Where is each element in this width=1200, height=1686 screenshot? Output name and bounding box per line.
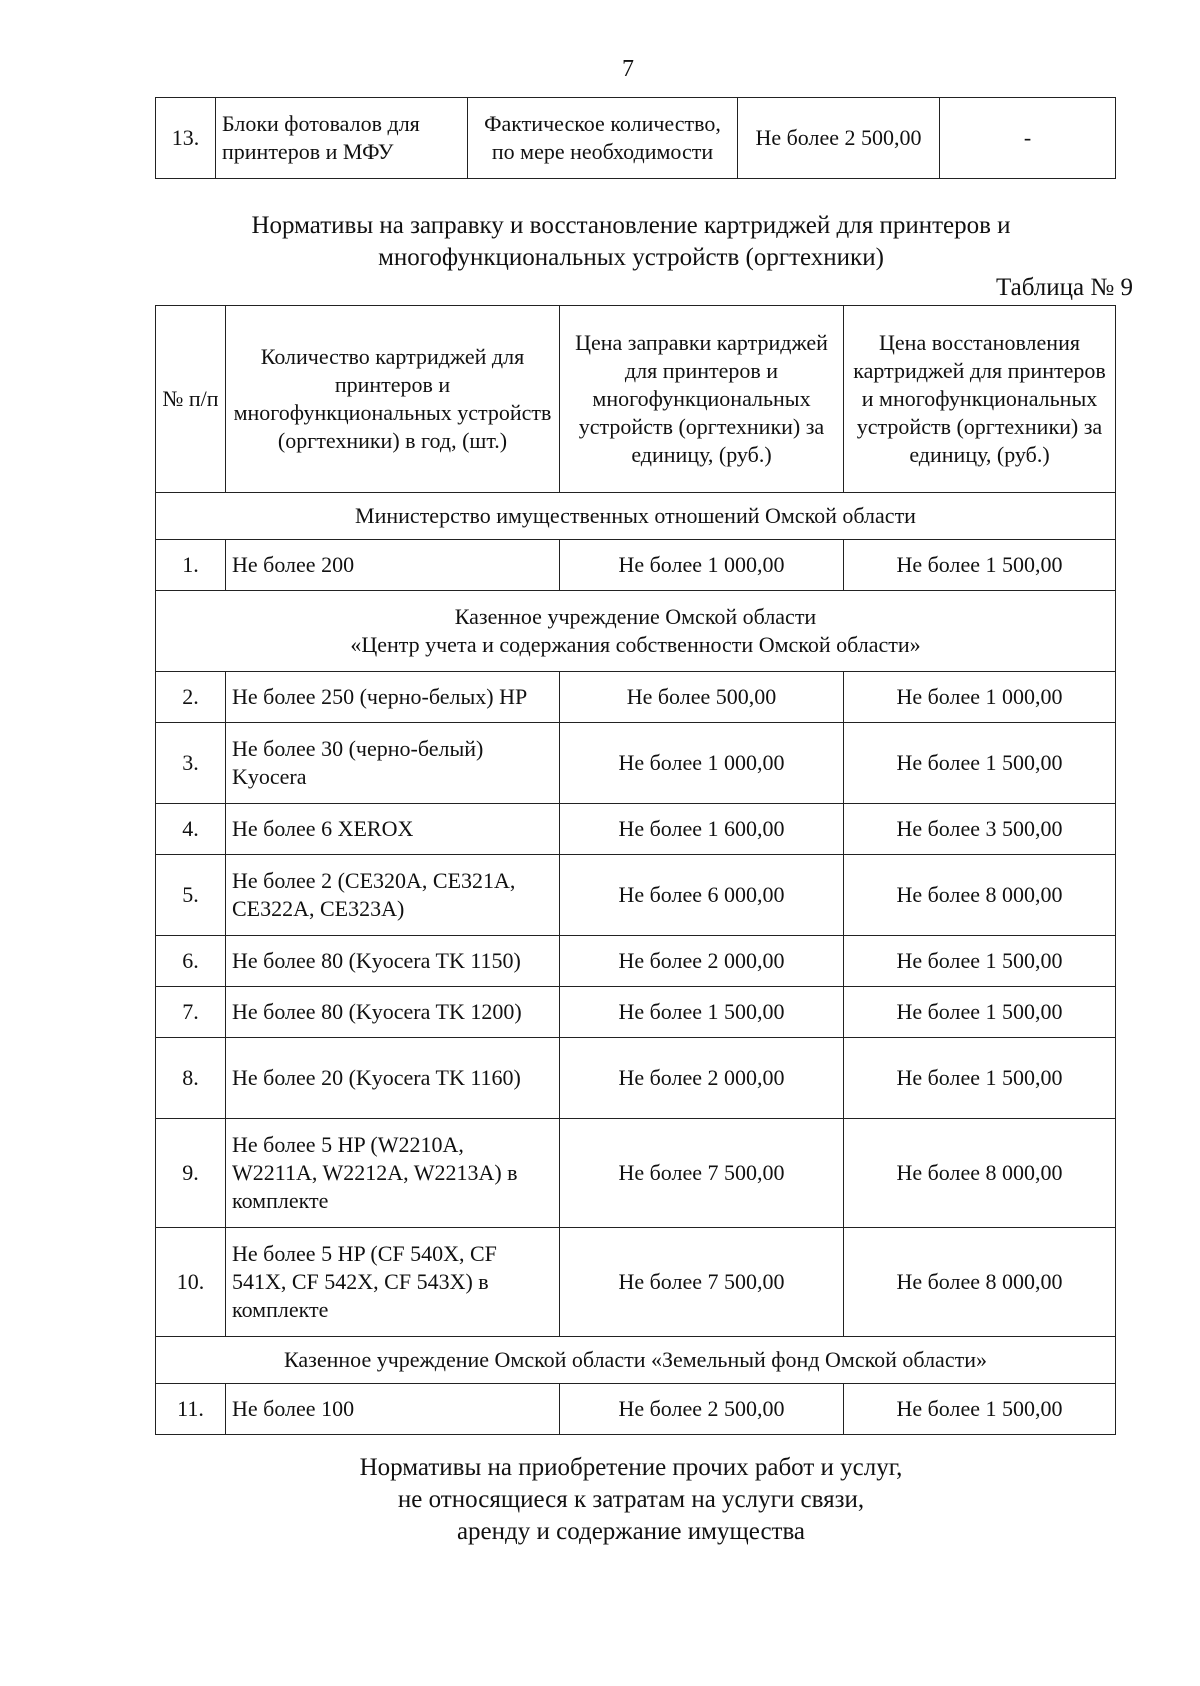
row-number: 3. — [156, 723, 226, 804]
refill-price: Не более 2 000,00 — [560, 936, 844, 987]
restore-price: Не более 1 500,00 — [844, 540, 1116, 591]
row-number: 10. — [156, 1228, 226, 1337]
refill-price: Не более 1 600,00 — [560, 804, 844, 855]
refill-price: Не более 2 000,00 — [560, 1038, 844, 1119]
page-number: 7 — [622, 56, 634, 82]
item-name: Блоки фотовалов для принтеров и МФУ — [216, 98, 468, 179]
refill-price: Не более 7 500,00 — [560, 1119, 844, 1228]
restore-price: Не более 3 500,00 — [844, 804, 1116, 855]
table-caption: Таблица № 9 — [995, 274, 1133, 301]
section-title — [0, 210, 1200, 274]
group-title-line2: «Центр учета и содержания собственности Омской области» — [350, 632, 921, 657]
cartridge-quantity: Не более 2 (CE320A, CE321A, CE322A, CE323A) — [226, 855, 560, 936]
row-number: 4. — [156, 804, 226, 855]
group-header-row — [156, 493, 1116, 540]
group-title: Казенное учреждение Омской области «Земельный фонд Омской области» — [156, 1337, 1116, 1384]
row-number: 1. — [156, 540, 226, 591]
restore-price: Не более 8 000,00 — [844, 1119, 1116, 1228]
table-header-row — [156, 306, 1116, 493]
cartridge-quantity: Не более 80 (Kyocera TK 1200) — [226, 987, 560, 1038]
table-row — [156, 672, 1116, 723]
refill-price: Не более 7 500,00 — [560, 1228, 844, 1337]
refill-price: Не более 1 000,00 — [560, 723, 844, 804]
cartridge-quantity: Не более 20 (Kyocera TK 1160) — [226, 1038, 560, 1119]
item-quantity: Фактическое количество, по мере необходимости — [468, 98, 738, 179]
table-row — [156, 723, 1116, 804]
refill-price: Не более 500,00 — [560, 672, 844, 723]
header-refill-price: Цена заправки картриджей для принтеров и многофункциональных устройств (оргтехники) за единицу, (руб.) — [560, 306, 844, 493]
restore-price: Не более 1 500,00 — [844, 987, 1116, 1038]
next-section-title-line2: не относящиеся к затратам на услуги связи, — [397, 1486, 865, 1513]
row-number: 2. — [156, 672, 226, 723]
header-num: № п/п — [156, 306, 226, 493]
continued-table — [155, 97, 1116, 179]
table-row — [156, 987, 1116, 1038]
item-extra: - — [940, 98, 1116, 179]
row-number: 8. — [156, 1038, 226, 1119]
next-section-title — [0, 1452, 1200, 1548]
group-title-line1: Казенное учреждение Омской области — [454, 604, 817, 629]
row-number: 6. — [156, 936, 226, 987]
table-row — [156, 1119, 1116, 1228]
cartridge-norms-table — [155, 305, 1116, 1435]
row-number: 9. — [156, 1119, 226, 1228]
item-price: Не более 2 500,00 — [738, 98, 940, 179]
row-number: 13. — [156, 98, 216, 179]
restore-price: Не более 1 000,00 — [844, 672, 1116, 723]
restore-price: Не более 1 500,00 — [844, 1384, 1116, 1435]
refill-price: Не более 1 000,00 — [560, 540, 844, 591]
restore-price: Не более 1 500,00 — [844, 1038, 1116, 1119]
table-row — [156, 98, 1116, 179]
group-title — [156, 591, 1116, 672]
table-row — [156, 1038, 1116, 1119]
row-number: 5. — [156, 855, 226, 936]
cartridge-quantity: Не более 5 HP (W2210A, W2211A, W2212A, W2213A) в комплекте — [226, 1119, 560, 1228]
table-row — [156, 936, 1116, 987]
table-row — [156, 804, 1116, 855]
cartridge-quantity: Не более 5 HP (CF 540X, CF 541X, CF 542X, CF 543X) в комплекте — [226, 1228, 560, 1337]
refill-price: Не более 6 000,00 — [560, 855, 844, 936]
group-title: Министерство имущественных отношений Омской области — [156, 493, 1116, 540]
restore-price: Не более 1 500,00 — [844, 723, 1116, 804]
table-row — [156, 1228, 1116, 1337]
row-number: 7. — [156, 987, 226, 1038]
table-row — [156, 1384, 1116, 1435]
next-section-title-line3: аренду и содержание имущества — [456, 1518, 806, 1545]
group-header-row — [156, 1337, 1116, 1384]
refill-price: Не более 2 500,00 — [560, 1384, 844, 1435]
cartridge-quantity: Не более 80 (Kyocera TK 1150) — [226, 936, 560, 987]
row-number: 11. — [156, 1384, 226, 1435]
cartridge-quantity: Не более 250 (черно-белых) HP — [226, 672, 560, 723]
header-restore-price: Цена восстановления картриджей для принтеров и многофункциональных устройств (оргтехники) за единицу, (руб.) — [844, 306, 1116, 493]
restore-price: Не более 8 000,00 — [844, 1228, 1116, 1337]
table-row — [156, 540, 1116, 591]
restore-price: Не более 8 000,00 — [844, 855, 1116, 936]
cartridge-quantity: Не более 6 XEROX — [226, 804, 560, 855]
group-header-row — [156, 591, 1116, 672]
restore-price: Не более 1 500,00 — [844, 936, 1116, 987]
refill-price: Не более 1 500,00 — [560, 987, 844, 1038]
next-section-title-line1: Нормативы на приобретение прочих работ и услуг, — [359, 1454, 903, 1481]
table-row — [156, 855, 1116, 936]
cartridge-quantity: Не более 200 — [226, 540, 560, 591]
section-title-text: Нормативы на заправку и восстановление картриджей для принтеров и многофункциональных устройств (оргтехники) — [251, 212, 1011, 271]
cartridge-quantity: Не более 30 (черно-белый) Kyocera — [226, 723, 560, 804]
header-quantity: Количество картриджей для принтеров и многофункциональных устройств (оргтехники) в год, (шт.) — [226, 306, 560, 493]
cartridge-quantity: Не более 100 — [226, 1384, 560, 1435]
